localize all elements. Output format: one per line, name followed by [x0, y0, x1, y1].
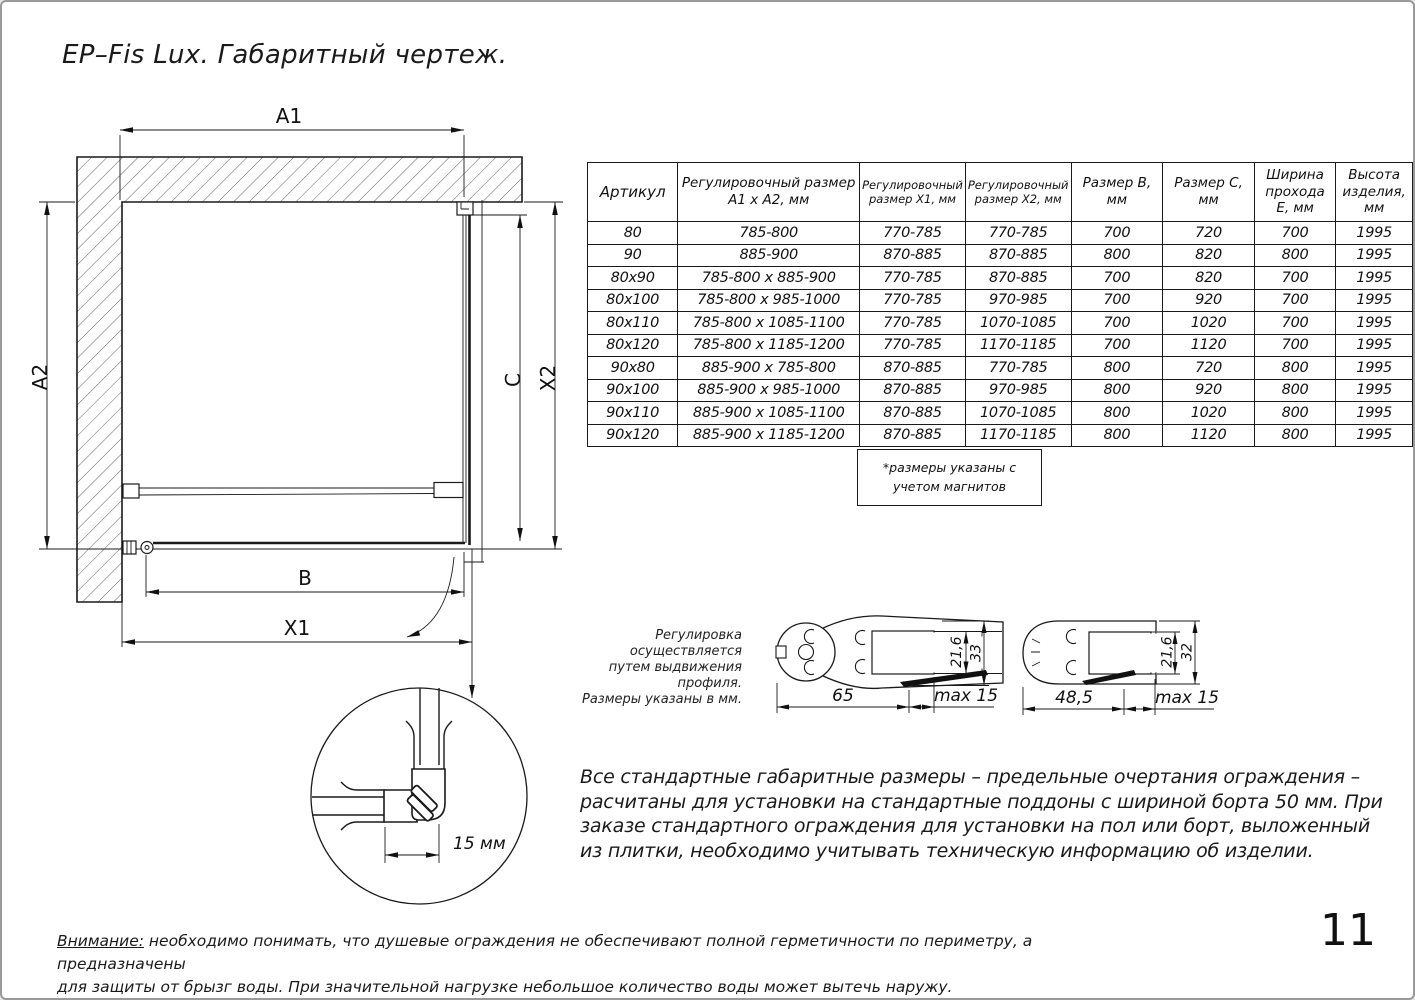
table-cell: 800	[1254, 244, 1335, 267]
table-cell: 800	[1254, 357, 1335, 380]
adjustment-note-line: Размеры указаны в мм.	[582, 692, 742, 707]
column-header: Регулировочный размер Х2, мм	[965, 163, 1071, 222]
table-cell: 700	[1071, 267, 1163, 290]
dim-label-b: B	[298, 566, 312, 590]
table-cell: 1170-1185	[965, 424, 1071, 447]
table-cell: 770-785	[860, 267, 966, 290]
wall-section	[77, 157, 522, 602]
table-cell: 1995	[1336, 379, 1413, 402]
table-cell: 970-985	[965, 289, 1071, 312]
table-cell: 785-800 х 1185-1200	[678, 334, 860, 357]
page-number: 11	[1320, 905, 1376, 956]
table-cell: 770-785	[965, 357, 1071, 380]
profile-left-channel-label: 21,6	[949, 636, 965, 668]
table-cell: 770-785	[860, 334, 966, 357]
table-cell: 700	[1254, 289, 1335, 312]
column-header: Артикул	[588, 163, 678, 222]
table-row	[588, 334, 1413, 357]
table-row	[588, 222, 1413, 245]
table-row	[588, 424, 1413, 447]
table-row	[588, 289, 1413, 312]
table-cell: 800	[1071, 357, 1163, 380]
dim-label-x1: X1	[283, 616, 311, 640]
dim-label-x2: X2	[536, 364, 560, 392]
table-cell: 770-785	[965, 222, 1071, 245]
table-cell: 90х100	[588, 379, 678, 402]
table-cell: 700	[1071, 312, 1163, 335]
profile-left-height-label: 33	[968, 644, 985, 662]
table-cell: 785-800 х 885-900	[678, 267, 860, 290]
table-cell: 1170-1185	[965, 334, 1071, 357]
table-cell: 1120	[1163, 424, 1255, 447]
description-line: Все стандартные габаритные размеры – предельные очертания ограждения –	[580, 766, 1360, 788]
table-cell: 700	[1254, 267, 1335, 290]
table-row	[588, 267, 1413, 290]
adjustment-note	[550, 628, 742, 708]
side-glass-panel	[457, 200, 484, 562]
table-cell: 800	[1254, 379, 1335, 402]
description-line: заказе стандартного ограждения для установки на пол или борт, выложенный	[580, 815, 1370, 837]
table-cell: 1995	[1336, 312, 1413, 335]
table-cell: 785-800 х 985-1000	[678, 289, 860, 312]
adjustment-note-line: путем выдвижения профиля.	[608, 660, 742, 691]
table-cell: 1070-1085	[965, 312, 1071, 335]
warning-note	[57, 930, 1097, 999]
table-cell: 80х120	[588, 334, 678, 357]
profile-left-slide-label: max 15	[933, 686, 999, 706]
dimension-b	[146, 552, 464, 597]
table-cell: 90х110	[588, 402, 678, 425]
dimension-a2	[28, 202, 75, 549]
table-cell: 800	[1071, 402, 1163, 425]
table-cell: 800	[1071, 424, 1163, 447]
table-cell: 1120	[1163, 334, 1255, 357]
table-cell: 1995	[1336, 357, 1413, 380]
table-cell: 870-885	[860, 244, 966, 267]
door-swing-arc	[407, 557, 454, 637]
table-row	[588, 402, 1413, 425]
column-header: Регулировочный размер Х1, мм	[860, 163, 966, 222]
adjustment-note-line: Регулировка осуществляется	[629, 628, 742, 659]
table-cell: 90	[588, 244, 678, 267]
support-bar	[123, 483, 463, 499]
table-cell: 700	[1254, 334, 1335, 357]
table-cell: 870-885	[860, 357, 966, 380]
table-cell: 700	[1071, 334, 1163, 357]
warning-line: Внимание: необходимо понимать, что душевые ограждения не обеспечивают полной герметичности по периметру, а предназначены	[57, 932, 1033, 973]
table-cell: 970-985	[965, 379, 1071, 402]
table-cell: 1995	[1336, 267, 1413, 290]
table-cell: 1995	[1336, 222, 1413, 245]
wall-hinge	[123, 541, 153, 554]
profile-left	[776, 616, 1003, 713]
table-cell: 1995	[1336, 289, 1413, 312]
dimension-x2	[524, 202, 563, 549]
table-row	[588, 244, 1413, 267]
table-cell: 90х80	[588, 357, 678, 380]
table-cell: 870-885	[860, 402, 966, 425]
table-cell: 90х120	[588, 424, 678, 447]
description-line: расчитаны для установки на стандартные поддоны с шириной борта 50 мм. При	[580, 790, 1383, 813]
table-cell: 920	[1163, 289, 1255, 312]
table-cell: 820	[1163, 267, 1255, 290]
profile-right-height-label: 32	[1179, 643, 1196, 661]
table-cell: 870-885	[860, 424, 966, 447]
table-cell: 770-785	[860, 312, 966, 335]
table-cell: 800	[1071, 244, 1163, 267]
table-cell: 700	[1071, 289, 1163, 312]
column-header: Регулировочный размер А1 х А2, мм	[678, 163, 860, 222]
table-cell: 80х110	[588, 312, 678, 335]
description-line: из плитки, необходимо учитывать техническую информацию об изделии.	[580, 839, 1314, 862]
table-cell: 885-900	[678, 244, 860, 267]
table-row	[588, 357, 1413, 380]
table-footnote: *размеры указаны с учетом магнитов	[857, 449, 1042, 506]
table-cell: 1995	[1336, 334, 1413, 357]
table-cell: 1070-1085	[965, 402, 1071, 425]
table-cell: 820	[1163, 244, 1255, 267]
description-paragraph	[580, 765, 1383, 863]
table-cell: 80х100	[588, 289, 678, 312]
table-cell: 1020	[1163, 312, 1255, 335]
column-header: Размер С, мм	[1163, 163, 1255, 222]
table-cell: 770-785	[860, 222, 966, 245]
profile-right-slide-label: max 15	[1154, 688, 1220, 708]
table-cell: 700	[1254, 312, 1335, 335]
dimension-x1	[122, 602, 472, 647]
warning-label: Внимание:	[57, 932, 144, 950]
table-row	[588, 312, 1413, 335]
table-cell: 800	[1071, 379, 1163, 402]
dim-label-a2: A2	[28, 363, 52, 391]
table-cell: 1020	[1163, 402, 1255, 425]
table-cell: 1995	[1336, 424, 1413, 447]
plan-drawing	[27, 97, 587, 917]
table-cell: 1995	[1336, 402, 1413, 425]
dimension-c	[464, 215, 527, 541]
table-cell: 885-900 х 785-800	[678, 357, 860, 380]
column-header: Высота изделия, мм	[1336, 163, 1413, 222]
table-cell: 885-900 х 1185-1200	[678, 424, 860, 447]
table-cell: 770-785	[860, 289, 966, 312]
table-cell: 700	[1071, 222, 1163, 245]
table-cell: 80	[588, 222, 678, 245]
table-cell: 80х90	[588, 267, 678, 290]
table-cell: 1995	[1336, 244, 1413, 267]
column-header: Размер В, мм	[1071, 163, 1163, 222]
table-cell: 800	[1254, 402, 1335, 425]
table-cell: 720	[1163, 222, 1255, 245]
warning-line: для защиты от брызг воды. При значительной нагрузке небольшое количество воды может вытечь наружу.	[57, 978, 953, 996]
table-cell: 785-800 х 1085-1100	[678, 312, 860, 335]
page-title: EP–Fis Lux. Габаритный чертеж.	[62, 40, 508, 70]
table-cell: 870-885	[965, 267, 1071, 290]
dim-label-a1: A1	[275, 104, 303, 128]
profile-right-base-label: 48,5	[1055, 688, 1093, 708]
table-cell: 920	[1163, 379, 1255, 402]
profile-right	[1023, 621, 1219, 715]
profile-left-base-label: 65	[832, 686, 854, 706]
table-cell: 785-800	[678, 222, 860, 245]
table-cell: 800	[1254, 424, 1335, 447]
dim-label-c: C	[501, 373, 525, 387]
table-cell: 870-885	[860, 379, 966, 402]
table-cell: 885-900 х 1085-1100	[678, 402, 860, 425]
column-header: Ширина прохода Е, мм	[1254, 163, 1335, 222]
table-cell: 720	[1163, 357, 1255, 380]
table-cell: 885-900 х 985-1000	[678, 379, 860, 402]
table-row	[588, 379, 1413, 402]
table-cell: 700	[1254, 222, 1335, 245]
detail-dim-label: 15 мм	[453, 834, 506, 854]
table-cell: 870-885	[965, 244, 1071, 267]
size-table	[587, 162, 1413, 447]
table-header-row	[588, 163, 1413, 222]
profile-right-channel-label: 21,6	[1159, 636, 1176, 668]
